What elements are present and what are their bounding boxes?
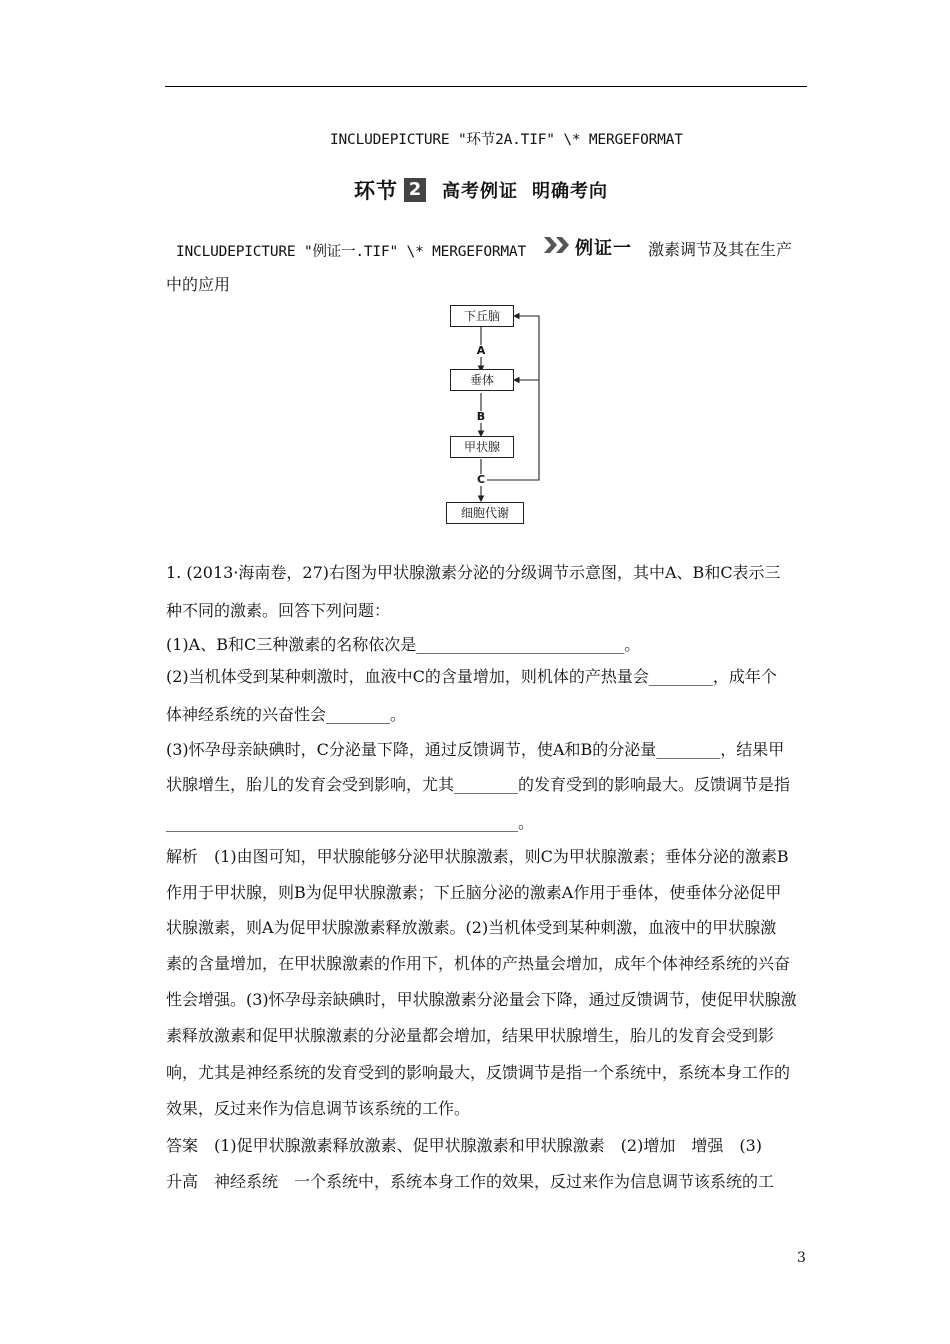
- section-subtitle-a: 高考例证: [442, 181, 518, 202]
- question-line: 1. (2013·海南卷，27)右图为甲状腺激素分泌的分级调节示意图，其中A、B和C表示三: [166, 563, 781, 582]
- example-label: 例证一: [575, 238, 632, 259]
- analysis-line: 状腺激素，则A为促甲状腺激素释放激素。(2)当机体受到某种刺激，血液中的甲状腺激: [166, 918, 777, 937]
- section-title: [354, 175, 608, 205]
- analysis-line: 解析 (1)由图可知，甲状腺能够分泌甲状腺激素，则C为甲状腺激素；垂体分泌的激素B: [166, 847, 789, 866]
- question-line: (2)当机体受到某种刺激时，血液中C的含量增加，则机体的产热量会________，成年个: [166, 667, 777, 686]
- question-line: 体神经系统的兴奋性会________。: [166, 705, 407, 724]
- analysis-line: 效果，反过来作为信息调节该系统的工作。: [166, 1099, 471, 1118]
- analysis-line: 响，尤其是神经系统的发育受到的影响最大，反馈调节是指一个系统中，系统本身工作的: [166, 1063, 791, 1082]
- analysis-line: 素释放激素和促甲状腺激素的分泌量都会增加，结果甲状腺增生，胎儿的发育会受到影: [166, 1026, 775, 1045]
- answer-line: 答案 (1)促甲状腺激素释放激素、促甲状腺激素和甲状腺激素 (2)增加 增强 (3): [166, 1136, 762, 1155]
- answer-line: 升高 神经系统 一个系统中，系统本身工作的效果，反过来作为信息调节该系统的工: [166, 1172, 775, 1191]
- question-line: (1)A、B和C三种激素的名称依次是__________________________。: [166, 635, 641, 654]
- section-subtitle: [442, 177, 608, 203]
- box-pituitary: 垂体: [450, 369, 514, 391]
- question-line: 种不同的激素。回答下列问题：: [166, 601, 391, 620]
- analysis-line: 作用于甲状腺，则B为促甲状腺激素；下丘脑分泌的激素A作用于垂体，使垂体分泌促甲: [166, 883, 782, 902]
- hormone-regulation-diagram: [445, 304, 555, 528]
- example-topic-continued: 中的应用: [166, 275, 231, 294]
- box-hypothalamus: 下丘脑: [450, 305, 514, 327]
- include-field-section-image: INCLUDEPICTURE "环节2A.TIF" \* MERGEFORMAT: [330, 132, 683, 148]
- section-word: 环节: [354, 179, 398, 203]
- box-cell-metabolism: 细胞代谢: [446, 502, 524, 524]
- section-number-badge: 2: [404, 178, 426, 202]
- label-hormone-a: A: [476, 344, 486, 357]
- question-line: ____________________________________________。: [166, 813, 535, 832]
- question-line: (3)怀孕母亲缺碘时，C分泌量下降，通过反馈调节，使A和B的分泌量________，结果甲: [166, 740, 785, 759]
- box-thyroid: 甲状腺: [450, 436, 514, 458]
- double-chevron-icon: [543, 234, 573, 256]
- page-number: 3: [797, 1250, 806, 1266]
- diagram-arrows: [445, 304, 555, 528]
- question-line: 状腺增生，胎儿的发育会受到影响，尤其________的发育受到的影响最大。反馈调节是指: [166, 775, 791, 794]
- label-hormone-b: B: [476, 410, 486, 423]
- label-hormone-c: C: [476, 473, 486, 486]
- analysis-line: 性会增强。(3)怀孕母亲缺碘时，甲状腺激素分泌量会下降，通过反馈调节，使促甲状腺激: [166, 990, 797, 1009]
- example-topic: 激素调节及其在生产: [648, 240, 793, 259]
- section-subtitle-b: 明确考向: [532, 181, 608, 202]
- analysis-line: 素的含量增加，在甲状腺激素的作用下，机体的产热量会增加，成年个体神经系统的兴奋: [166, 954, 791, 973]
- include-field-example-image: INCLUDEPICTURE "例证一.TIF" \* MERGEFORMAT: [176, 244, 526, 260]
- header-rule: [165, 86, 807, 87]
